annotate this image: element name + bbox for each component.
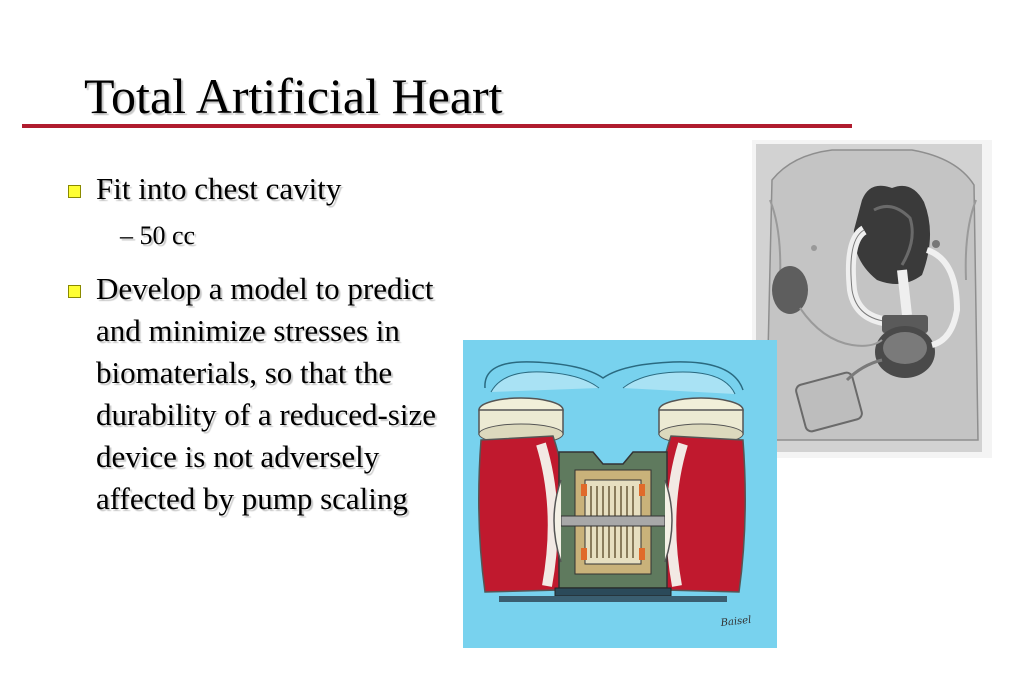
bullet-square-icon (68, 185, 81, 198)
bullet-item-2 (62, 268, 462, 520)
bullet-text-1: Fit into chest cavity (96, 171, 342, 206)
chest-implant-photo (752, 140, 992, 458)
bullet-square-icon (68, 285, 81, 298)
bullet-text-2: Develop a model to predict and minimize stresses in biomaterials, so that the durability of a reduced-size device is not adversely affected by pump scaling (96, 271, 436, 516)
pump-diagram (463, 340, 777, 648)
sub-bullet-item: – 50 cc (120, 221, 196, 250)
slide-title: Total Artificial Heart (84, 68, 503, 124)
bullet-item-1 (62, 168, 462, 210)
bullet-list (62, 168, 462, 520)
title-divider (22, 124, 852, 128)
diagram-signature: Baisel (720, 614, 752, 629)
